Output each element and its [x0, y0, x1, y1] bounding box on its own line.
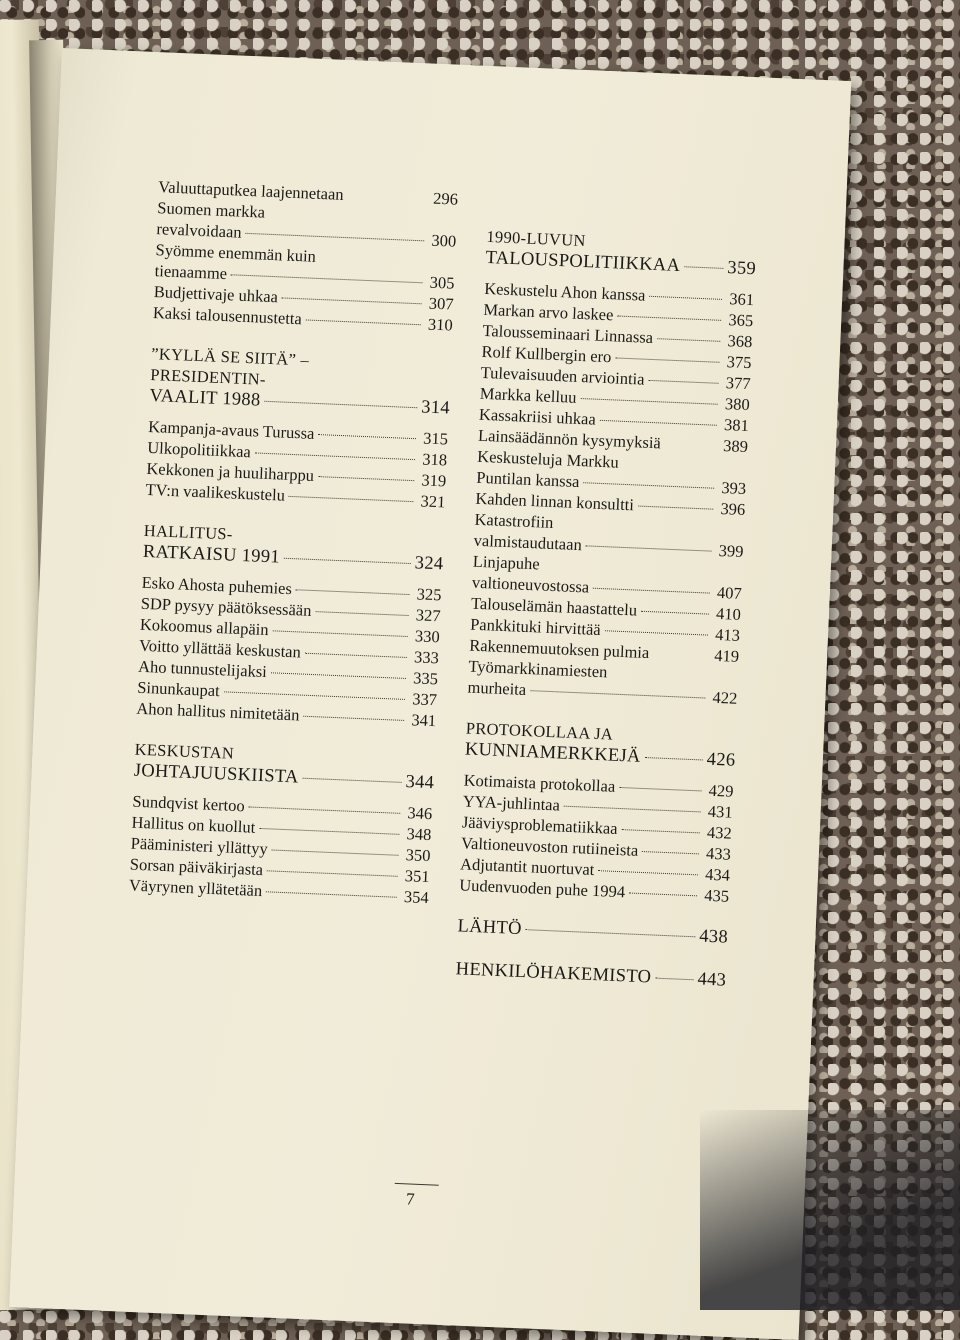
leader-dots [583, 482, 714, 488]
page-ref: 429 [708, 780, 734, 801]
entry-text: Adjutantit nuortuvat [459, 854, 595, 880]
leader-dots [642, 851, 699, 854]
entry-text: revalvoidaan [156, 219, 243, 242]
leader-dots [564, 806, 701, 813]
entry-text: Kampanja-avaus Turussa [147, 416, 315, 443]
entry-text-line: PRESIDENTIN- [150, 364, 267, 389]
entry-text-line: Katastrofiin [474, 509, 554, 532]
entry-text: Hallitus on kuollut [131, 812, 256, 837]
toc-section [145, 343, 451, 512]
page-ref: 368 [727, 331, 753, 352]
leader-dots [259, 828, 399, 835]
page-ref: 321 [420, 491, 446, 512]
page-ref: 377 [725, 373, 751, 394]
leader-dots [266, 891, 397, 897]
entry-text: Tulevaisuuden arviointia [480, 362, 645, 389]
page-ref: 375 [726, 352, 752, 373]
page-ref: 351 [404, 866, 431, 887]
entry-text: VAALIT 1988 [149, 385, 261, 411]
entry-text: Sundqvist kertoo [132, 791, 246, 816]
entry-text-line: Syömme enemmän kuin [155, 240, 317, 266]
toc-section [457, 915, 728, 949]
leader-dots [249, 806, 401, 813]
leader-dots [306, 319, 421, 325]
page-ref: 396 [720, 498, 746, 520]
leader-dots [272, 849, 399, 855]
shadow [700, 1110, 960, 1310]
page-ref: 319 [421, 470, 447, 491]
entry-text: Keskustelu Ahon kanssa [483, 278, 646, 305]
entry-text-line: ”KYLLÄ SE SIITÄ” – [150, 344, 310, 370]
toc-section [455, 958, 726, 992]
entry-text: LÄHTÖ [457, 916, 523, 940]
toc-section [467, 226, 757, 709]
entry-text: KUNNIAMERKKEJÄ [464, 739, 642, 767]
page-ref: 344 [405, 772, 435, 794]
leader-dots [617, 315, 721, 320]
entry-text: Talouselämän haastattelu [470, 593, 638, 620]
leader-dots [264, 401, 417, 408]
section-title [464, 718, 736, 773]
page-ref: 433 [705, 843, 732, 864]
page-ref: 305 [429, 272, 455, 293]
toc-section [153, 176, 459, 335]
entry-text: Kotimaista protokollaa [463, 770, 616, 796]
page-ref: 432 [706, 822, 733, 843]
entry-text: murheita [467, 677, 527, 699]
page-ref: 365 [728, 310, 754, 331]
leader-dots [273, 630, 408, 637]
entry-text-line: PROTOKOLLAA JA [465, 718, 614, 744]
page-ref: 315 [422, 428, 449, 449]
leader-dots [655, 978, 693, 981]
leader-dots [318, 434, 416, 439]
entry-text-line: HALLITUS- [143, 520, 234, 544]
leader-dots [246, 233, 425, 241]
entry-text: Kassakriisi uhkaa [478, 404, 597, 429]
leader-dots [271, 672, 406, 679]
entry-text: Valtioneuvoston rutiineista [460, 833, 639, 860]
page-ref: 410 [715, 603, 742, 624]
entry-text: Väyrynen yllätetään [128, 875, 263, 901]
page-ref: 426 [706, 749, 736, 771]
page-ref: 335 [412, 668, 439, 689]
entry-text: Markan arvo laskee [483, 299, 614, 325]
leader-dots [224, 691, 405, 700]
page-ref: 422 [712, 687, 738, 708]
entry-text: tienaamme [154, 261, 228, 284]
entry-text: Budjettivaje uhkaa [153, 282, 279, 307]
leader-dots [653, 654, 707, 656]
entry-text-line: Keskusteluja Markku [476, 446, 620, 472]
toc-section [459, 718, 736, 907]
section-title [485, 226, 757, 281]
leader-dots [600, 420, 717, 426]
entry-text: Puntilan kanssa [475, 467, 580, 492]
section-title-row [455, 958, 726, 992]
entry-text: Rolf Kullbergin ero [481, 341, 612, 367]
page-ref: 419 [713, 645, 740, 666]
page-ref: 407 [716, 582, 743, 603]
leader-dots [657, 338, 720, 342]
page-ref: 300 [431, 230, 457, 251]
page-ref: 330 [414, 626, 441, 647]
toc-left-column [128, 176, 459, 928]
entry-text: TV:n vaalikeskustelu [145, 479, 286, 505]
entry-text: Rakennemuutoksen pulmia [468, 635, 650, 663]
entry-text: Lainsäädännön kysymyksiä [477, 425, 662, 453]
leader-dots [684, 266, 723, 269]
entry-text: Talousseminaari Linnassa [482, 320, 654, 347]
page-number: 7 [405, 1189, 415, 1209]
entry-text: Kahden linnan konsultti [475, 488, 635, 515]
entry-text: RATKAISU 1991 [142, 541, 281, 568]
leader-dots [593, 588, 710, 594]
entry-text: SDP pysyy päätöksessään [140, 593, 312, 620]
entry-text: YYA-juhlintaa [462, 791, 561, 815]
page-ref: 346 [407, 803, 433, 824]
page-ref: 438 [698, 926, 729, 948]
page-ref: 327 [415, 605, 441, 626]
entry-text: TALOUSPOLITIIKKAA [485, 247, 681, 277]
leader-dots [296, 589, 410, 595]
entry-text: Jääviysproblematiikkaa [461, 812, 619, 838]
page-ref: 337 [411, 689, 438, 710]
entry-text: Pankkituki hirvittää [469, 614, 602, 640]
page-ref: 389 [722, 436, 749, 457]
page-ref: 348 [406, 824, 432, 845]
toc-section [136, 520, 444, 731]
page-ref: 307 [428, 293, 455, 314]
leader-dots [649, 296, 722, 300]
page-ref: 435 [703, 885, 730, 906]
page-ref: 380 [724, 394, 751, 415]
entry-text-line: KESKUSTAN [134, 739, 235, 763]
leader-dots [586, 545, 712, 551]
section-title [457, 915, 728, 949]
entry-text-line: Linjapuhe [472, 551, 541, 574]
entry-text: Kaksi talousennustetta [152, 303, 303, 329]
page-ref: 314 [420, 397, 451, 419]
entry-text: Sinunkaupat [136, 677, 221, 701]
page-ref: 325 [416, 584, 442, 605]
page-ref: 381 [723, 415, 750, 436]
leader-dots [282, 297, 422, 304]
leader-dots [526, 929, 696, 937]
section-title [455, 958, 726, 992]
page-ref: 354 [403, 887, 430, 908]
entry-text-line: Työmarkkinamiesten [468, 656, 608, 682]
leader-dots [305, 653, 407, 658]
entry-text-line: Suomen markka [157, 198, 266, 222]
entry-text: Ahon hallitus nimitetään [136, 698, 300, 725]
entry-text: Pääministeri yllättyy [130, 833, 269, 859]
leader-dots [629, 892, 697, 896]
leader-dots [605, 630, 708, 635]
entry-text: Kokoomus allapäin [139, 614, 270, 640]
page-ref: 310 [427, 314, 454, 335]
entry-text: HENKILÖHAKEMISTO [455, 959, 652, 988]
leader-dots [648, 380, 718, 384]
leader-dots [284, 558, 411, 564]
leader-dots [303, 716, 404, 721]
page-ref: 359 [726, 258, 757, 280]
leader-dots [665, 445, 716, 447]
entry-text: Ulkopolitiikkaa [146, 437, 252, 462]
entry-text: Sorsan päiväkirjasta [129, 854, 264, 880]
leader-dots [638, 506, 713, 510]
leader-dots [530, 690, 705, 698]
leader-dots [615, 357, 719, 362]
section-title [133, 739, 435, 796]
page-ref: 350 [405, 845, 431, 866]
leader-dots [289, 496, 413, 502]
entry-text: valmistaudutaan [473, 530, 583, 555]
leader-dots [622, 829, 700, 833]
entry-text: Kekkonen ja huuliharppu [146, 458, 315, 485]
page-ref: 324 [414, 553, 444, 575]
leader-dots [231, 274, 422, 283]
entry-text: Valuuttaputkea laajennetaan [157, 177, 345, 204]
page-ref: 393 [721, 478, 747, 499]
section-title [142, 520, 444, 577]
folio-rule [395, 1183, 439, 1186]
leader-dots [580, 398, 717, 405]
section-title-row [457, 915, 728, 949]
leader-dots [318, 476, 414, 481]
leader-dots [645, 757, 703, 760]
page-ref: 434 [704, 864, 731, 885]
leader-dots [255, 452, 415, 460]
page-ref: 318 [421, 449, 448, 470]
page-ref: 333 [413, 647, 440, 668]
section-title [149, 343, 451, 421]
entry-text-line: 1990-LUVUN [486, 226, 587, 251]
page-ref: 413 [714, 624, 741, 645]
leader-dots [267, 870, 398, 876]
page-ref: 399 [718, 540, 744, 561]
entry-text: Voitto yllättää keskustan [138, 635, 302, 662]
toc-section [129, 739, 435, 908]
entry-text: valtioneuvostossa [471, 572, 590, 597]
page-ref: 361 [728, 289, 755, 310]
entry-text: Markka kelluu [479, 383, 577, 407]
leader-dots [348, 196, 426, 199]
entry-text: Esko Ahosta puhemies [141, 572, 293, 599]
leader-dots [303, 778, 402, 783]
page-ref: 341 [411, 710, 437, 731]
leader-dots [641, 611, 709, 615]
leader-dots [619, 787, 701, 791]
entry-text: Uudenvuoden puhe 1994 [458, 875, 626, 902]
leader-dots [315, 611, 408, 616]
entry-text: JOHTAJUUSKIISTA [133, 760, 300, 788]
leader-dots [598, 870, 698, 875]
toc-right-column [454, 226, 756, 1013]
page-ref: 443 [697, 969, 727, 991]
page-ref: 296 [432, 188, 459, 209]
page-ref: 431 [707, 801, 733, 822]
entry-text: Aho tunnustelijaksi [137, 656, 268, 682]
